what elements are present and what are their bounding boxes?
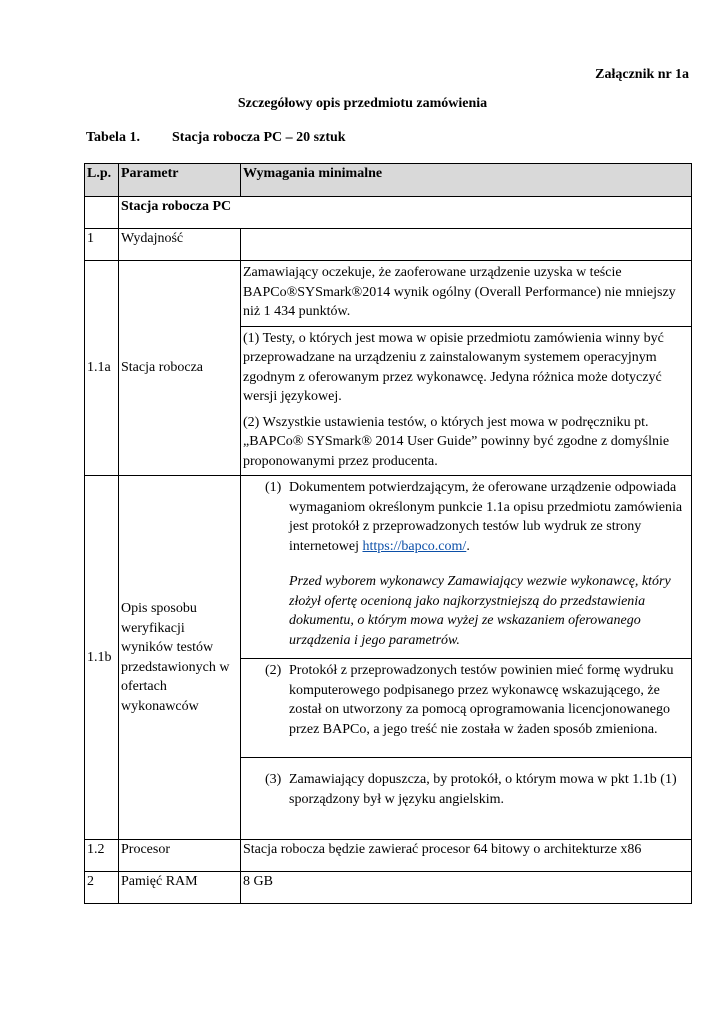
list-item-text: Dokumentem potwierdzającym, że oferowane urządzenie odpowiada wymaganiom określonym punkcie 1.1a opisu przedmiotu zamówienia jest protokół z przeprowadzonych testów lub wydruk ze strony internetowej — [289, 480, 683, 554]
list-item — [243, 478, 689, 556]
header-req: Wymagania minimalne — [241, 164, 692, 197]
list-item-note — [243, 572, 689, 650]
requirement-text: (1) Testy, o których jest mowa w opisie przedmiotu zamówienia winny być przeprowadzane na urządzeniu z zainstalowanym systemem operacyjnym zgodnym z oferowanym przez wykonawcę. Jedyna różnica może dotyczyć wersji językowej. — [243, 330, 664, 404]
list-item-text: Zamawiający dopuszcza, by protokół, o którym mowa w pkt 1.1b (1) sporządzony był w języku angielskim. — [289, 772, 677, 807]
document-title: Szczegółowy opis przedmiotu zamówienia — [237, 96, 488, 111]
list-item-text: Protokół z przeprowadzonych testów powinien mieć formę wydruku komputerowego podpisanego przez wykonawcę wskazującego, że został on utworzony za pomocą oprogramowania licencjonowanego przez BAPCo, a jego treść nie została w żaden sposób zmieniona. — [289, 663, 674, 737]
table-number: Tabela 1. — [86, 130, 140, 145]
row-param: Stacja robocza — [119, 261, 241, 476]
row-lp: 1.1b — [85, 476, 119, 840]
row-param: Procesor — [119, 840, 241, 872]
requirement-text: (2) Wszystkie ustawienia testów, o których jest mowa w podręczniku pt. „BAPCo® SYSmark® 2014 User Guide” powinny być zgodne z domyślnie proponowanymi przez producenta. — [243, 414, 670, 469]
table-row — [85, 229, 692, 261]
spec-table — [84, 163, 692, 904]
section-row — [85, 197, 692, 229]
list-marker: (2) — [265, 663, 282, 678]
requirement-block — [241, 659, 691, 758]
requirement-block — [241, 758, 691, 839]
row-param: Opis sposobu weryfikacji wyników testów przedstawionych w ofertach wykonawców — [119, 476, 241, 840]
table-row — [85, 261, 692, 476]
table-row — [85, 840, 692, 872]
section-lp-cell — [85, 197, 119, 229]
row-req — [241, 261, 692, 476]
bapco-link[interactable]: https://bapco.com/ — [362, 538, 467, 554]
requirement-text: Zamawiający oczekuje, że zaoferowane urządzenie uzyska w teście BAPCo®SYSmark®2014 wynik ogólny (Overall Performance) nie mniejszy niż 1 434 punktów. — [243, 265, 676, 319]
row-lp: 1 — [85, 229, 119, 261]
row-lp: 1.1a — [85, 261, 119, 476]
note-text: Przed wyborem wykonawcy Zamawiający wezwie wykonawcę, który złożył ofertę ocenioną jako najkorzystniejszą do przedstawienia dokumentu, o którym mowa wyżej ze wskazaniem oferowanego urządzenia i jego parametrów. — [289, 574, 671, 648]
row-param: Wydajność — [119, 229, 241, 261]
list-marker: (3) — [265, 772, 282, 787]
row-req — [241, 476, 692, 840]
header-param: Parametr — [119, 164, 241, 197]
table-header-row — [85, 164, 692, 197]
row-param: Pamięć RAM — [119, 872, 241, 904]
requirement-block — [241, 327, 691, 476]
row-req — [241, 229, 692, 261]
row-lp: 2 — [85, 872, 119, 904]
section-title: Stacja robocza PC — [119, 197, 692, 229]
requirement-block — [241, 261, 691, 327]
table-caption — [86, 130, 346, 146]
list-marker: (1) — [265, 480, 282, 495]
row-lp: 1.2 — [85, 840, 119, 872]
row-req: 8 GB — [241, 872, 692, 904]
table-row — [85, 476, 692, 840]
attachment-number: Załącznik nr 1a — [595, 67, 689, 82]
list-item — [243, 770, 689, 809]
header-lp: L.p. — [85, 164, 119, 197]
list-item-punct: . — [466, 538, 470, 554]
table-label: Stacja robocza PC – 20 sztuk — [172, 130, 346, 145]
list-item — [243, 661, 689, 739]
row-req: Stacja robocza będzie zawierać procesor 64 bitowy o architekturze x86 — [241, 840, 692, 872]
requirement-block — [241, 476, 691, 659]
table-row — [85, 872, 692, 904]
